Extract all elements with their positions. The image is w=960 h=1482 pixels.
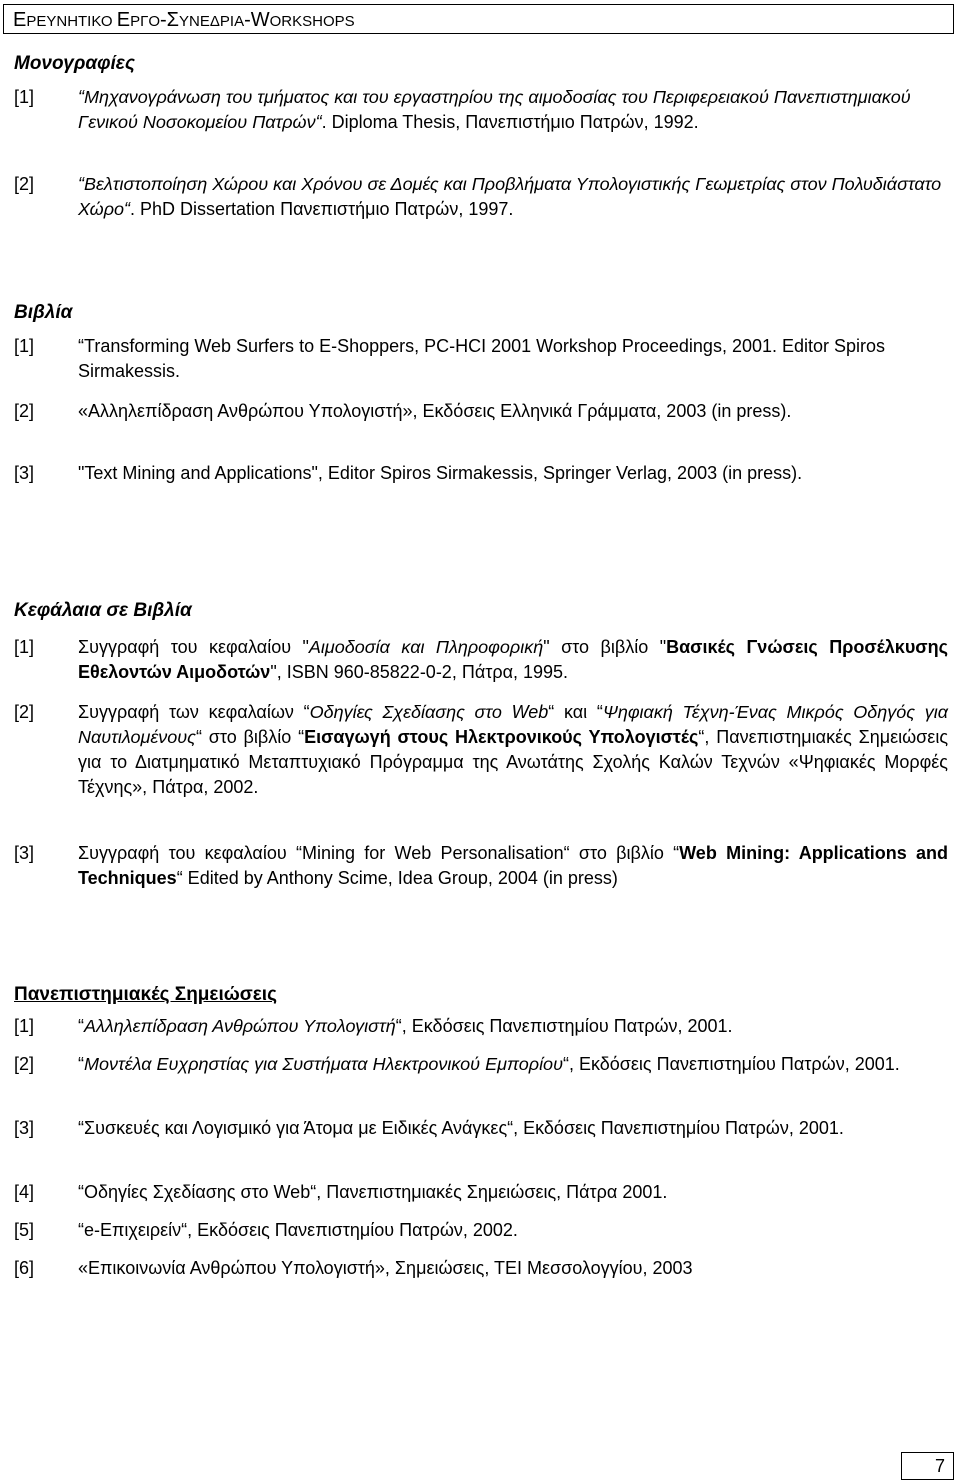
header-text-part: ΡΓΟ <box>130 13 161 30</box>
entry-number: [1] <box>14 336 35 356</box>
entry-text <box>78 1052 948 1077</box>
page-number: 7 <box>901 1452 954 1480</box>
entry-number: [3] <box>14 843 35 863</box>
entry <box>14 1116 948 1141</box>
entry-segment: “ στο βιβλίο “ <box>195 727 305 747</box>
entry-text <box>78 461 948 486</box>
entry <box>14 1256 948 1281</box>
entry-segment: Αιμοδοσία και Πληροφορική <box>308 637 544 657</box>
entry-number: [5] <box>14 1220 35 1240</box>
entry <box>14 399 948 424</box>
entry-text <box>78 85 948 135</box>
entry-segment: Συγγραφή του κεφαλαίου " <box>78 637 309 657</box>
entry-segment: Ψηφιακή Τέχνη-Ένας Μικρός Οδηγός για Ναυτιλομένους <box>78 702 948 747</box>
entry-segment: . PhD Dissertation Πανεπιστήμιο Πατρών, 1997. <box>130 199 514 219</box>
entry-segment: “e-Επιχειρείν“, Εκδόσεις Πανεπιστημίου Πατρών, 2002. <box>78 1220 518 1240</box>
entry-text <box>78 841 948 891</box>
entry-text <box>78 1256 948 1281</box>
entry-number: [3] <box>14 1118 35 1138</box>
section-title-books: Βιβλία <box>14 302 73 323</box>
header-text-part: ΥΝΕΔΡΙΑ <box>179 13 245 30</box>
entry-segment: “, Πανεπιστημιακές Σημειώσεις για το Διατμηματικό Μεταπτυχιακό Πρόγραμμα της Ανωτάτης Σχολής Καλών Τεχνών «Ψηφιακές Μορφές Τέχνης», Πάτρα, 2002. <box>78 727 948 797</box>
entry-segment: “, Εκδόσεις Πανεπιστημίου Πατρών, 2001. <box>562 1054 900 1074</box>
header-text-part: ΡΕΥΝΗΤΙΚΟ <box>26 13 117 30</box>
entry-segment: Web Mining: Applications and Techniques <box>78 843 948 888</box>
entry-segment: Αλληλεπίδραση Ανθρώπου Υπολογιστή <box>84 1016 396 1036</box>
entry-segment: Συγγραφή του κεφαλαίου “Mining for Web Personalisation“ στο βιβλίο “ <box>78 843 680 863</box>
entry-segment: . Diploma Thesis, Πανεπιστήμιο Πατρών, 1992. <box>321 112 699 132</box>
entry-segment: “ και “ <box>548 702 603 722</box>
entry-number: [6] <box>14 1258 35 1278</box>
page-header <box>3 4 954 34</box>
entry-segment: "Text Mining and Applications", Editor Spiros Sirmakessis, Springer Verlag, 2003 (in press). <box>78 463 803 483</box>
entry <box>14 1180 948 1205</box>
entry-segment: “, Εκδόσεις Πανεπιστημίου Πατρών, 2001. <box>395 1016 733 1036</box>
section-title-university-notes: Πανεπιστημιακές Σημειώσεις <box>14 984 277 1005</box>
entry-segment: “ Edited by Anthony Scime, Idea Group, 2004 (in press) <box>176 868 618 888</box>
entry-text <box>78 1014 948 1039</box>
entry <box>14 1052 948 1077</box>
entry-number: [4] <box>14 1182 35 1202</box>
entry-segment: Μοντέλα Ευχρηστίας για Συστήματα Ηλεκτρονικού Εμπορίου <box>84 1054 563 1074</box>
entry-number: [3] <box>14 463 35 483</box>
entry-text <box>78 334 948 384</box>
entry <box>14 334 948 384</box>
entry-segment: “ <box>78 1054 84 1074</box>
entry-segment: “Βελτιστοποίηση Χώρου και Χρόνου σε Δομές και Προβλήματα Υπολογιστικής Γεωμετρίας στον Πολυδιάστατο Χώρο“ <box>78 174 942 219</box>
entry <box>14 461 948 486</box>
entry-segment: ", ISBN 960-85822-0-2, Πάτρα, 1995. <box>270 662 569 682</box>
entry-segment: Βασικές Γνώσεις Προσέλκυσης Εθελοντών Αιμοδοτών <box>78 637 948 682</box>
entry-number: [2] <box>14 174 35 194</box>
entry-number: [2] <box>14 702 35 722</box>
entry-segment: «Αλληλεπίδραση Ανθρώπου Υπολογιστή», Εκδόσεις Ελληνικά Γράμματα, 2003 (in press). <box>78 401 792 421</box>
entry-segment: «Επικοινωνία Ανθρώπου Υπολογιστή», Σημειώσεις, ΤΕΙ Μεσσολογγίου, 2003 <box>78 1258 693 1278</box>
header-text-part: Ε <box>116 9 131 31</box>
entry-text <box>78 1116 948 1141</box>
entry-number: [2] <box>14 401 35 421</box>
entry <box>14 85 948 135</box>
header-text-part: ORKSHOPS <box>269 13 355 30</box>
entry-number: [2] <box>14 1054 35 1074</box>
header-text-part: -W <box>244 9 270 31</box>
entry <box>14 635 948 685</box>
entry-segment: " στο βιβλίο " <box>543 637 667 657</box>
entry-text <box>78 635 948 685</box>
entry <box>14 1218 948 1243</box>
entry-number: [1] <box>14 87 35 107</box>
entry-segment: “Transforming Web Surfers to E-Shoppers, PC-HCI 2001 Workshop Proceedings, 2001. Editor Spiros Sirmakessis. <box>78 336 886 381</box>
entry-segment: Οδηγίες Σχεδίασης στο Web <box>309 702 549 722</box>
entry-text <box>78 700 948 800</box>
entry-text <box>78 1180 948 1205</box>
entry-segment: Συγγραφή των κεφαλαίων “ <box>78 702 310 722</box>
entry <box>14 841 948 891</box>
entry-number: [1] <box>14 637 35 657</box>
entry-segment: “Οδηγίες Σχεδίασης στο Web“, Πανεπιστημιακές Σημειώσεις, Πάτρα 2001. <box>78 1182 668 1202</box>
entry-segment: Εισαγωγή στους Ηλεκτρονικούς Υπολογιστές <box>304 727 699 747</box>
header-text-part: Ε <box>13 9 27 31</box>
entry <box>14 1014 948 1039</box>
entry-text <box>78 399 948 424</box>
entry-segment: “Μηχανογράνωση του τμήματος και του εργαστηρίου της αιμοδοσίας του Περιφερειακού Πανεπιστημιακού Γενικού Νοσοκομείου Πατρών“ <box>78 87 911 132</box>
section-title-monographs: Μονογραφίες <box>14 53 135 74</box>
entry <box>14 172 948 222</box>
header-text-part: -Σ <box>160 9 180 31</box>
entry-segment: “Συσκευές και Λογισμικό για Άτομα με Ειδικές Ανάγκες“, Εκδόσεις Πανεπιστημίου Πατρών, 2001. <box>78 1118 844 1138</box>
entry-text <box>78 1218 948 1243</box>
entry-text <box>78 172 948 222</box>
entry-segment: “ <box>78 1016 84 1036</box>
entry-number: [1] <box>14 1016 35 1036</box>
section-title-book-chapters: Κεφάλαια σε Βιβλία <box>14 600 192 621</box>
entry <box>14 700 948 800</box>
